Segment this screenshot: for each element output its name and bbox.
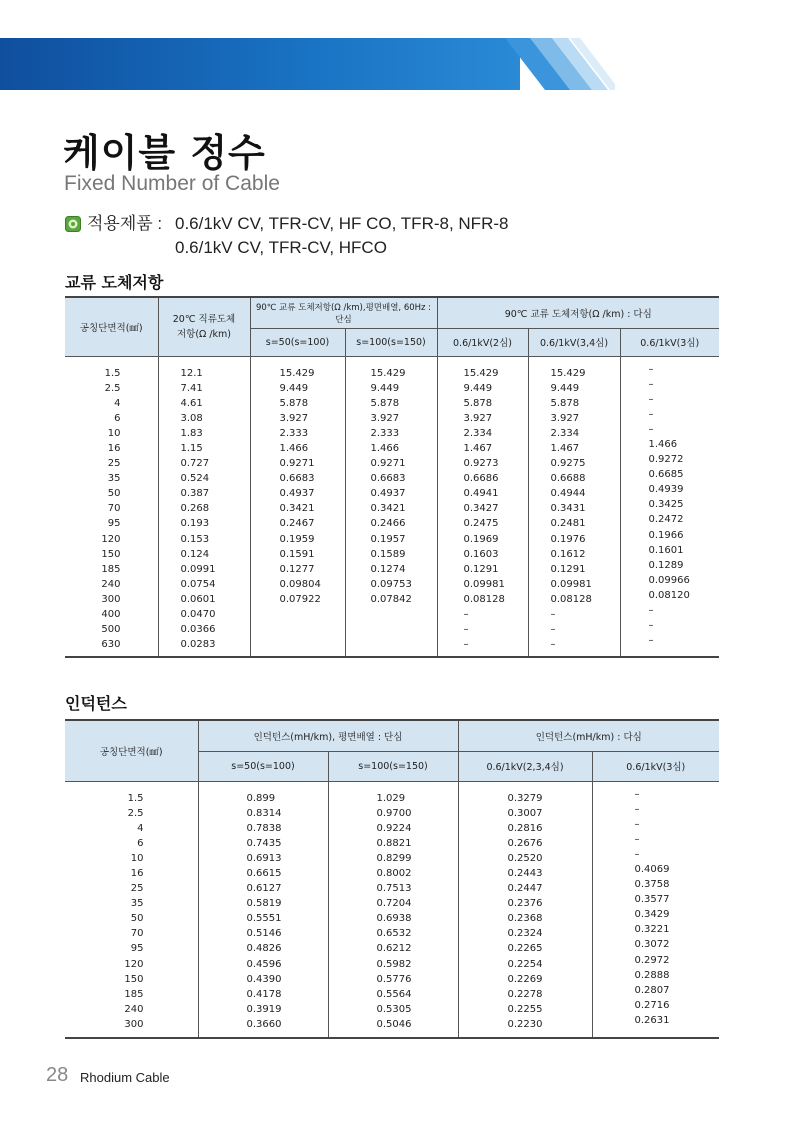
page-number: 28 <box>46 1064 69 1086</box>
ind-header-single-core: 인덕턴스(mH/km), 평면배열 : 단심 <box>198 720 458 751</box>
inductance-section-title: 인덕턴스 <box>65 694 127 713</box>
ind-header-multi-core: 인덕턴스(mH/km) : 다심 <box>458 720 719 751</box>
ind-col-s50: 0.899 0.8314 0.7838 0.7435 0.6913 0.6615 0.6127 0.5819 0.5551 0.5146 0.4826 0.4596 0.4390 0.4178 0.3919 0.3660 <box>246 792 282 1030</box>
col-area: 1.5 2.5 4 6 10 16 25 35 50 70 95 120 150 185 240 300 400 500 630 <box>101 367 121 651</box>
ind-header-3core: 0.6/1kV(3심) <box>592 751 719 781</box>
header-3core: 0.6/1kV(3심) <box>620 328 719 356</box>
ind-header-area: 공칭단면적(㎟) <box>65 720 198 781</box>
products-line-2: 0.6/1kV CV, TFR-CV, HFCO <box>175 238 387 257</box>
page-subtitle: Fixed Number of Cable <box>64 172 280 195</box>
header-s50: s=50(s=100) <box>250 328 345 356</box>
header-2core: 0.6/1kV(2심) <box>437 328 528 356</box>
ind-col-area: 1.5 2.5 4 6 10 16 25 35 50 70 95 120 150 185 240 300 <box>124 792 144 1030</box>
col-s50: 15.429 9.449 5.878 3.927 2.333 1.466 0.9271 0.6683 0.4937 0.3421 0.2467 0.1959 0.1591 0.1277 0.09804 0.07922 <box>279 367 321 605</box>
ind-col-3core: – – – – – 0.4069 0.3758 0.3577 0.3429 0.3221 0.3072 0.2972 0.2888 0.2807 0.2716 0.2631 <box>634 788 670 1026</box>
ind-header-234core: 0.6/1kV(2,3,4심) <box>458 751 592 781</box>
header-dc-resistance: 20℃ 직류도체 저항(Ω /km) <box>158 297 250 356</box>
ind-header-s50: s=50(s=100) <box>198 751 328 781</box>
header-s100: s=100(s=150) <box>345 328 437 356</box>
col-3core: – – – – – 1.466 0.9272 0.6685 0.4939 0.3425 0.2472 0.1966 0.1601 0.1289 0.09966 0.08120 – – – <box>648 363 690 647</box>
header-banner <box>0 38 615 90</box>
banner-graphic <box>0 38 615 90</box>
product-icon <box>65 216 81 232</box>
products-label: 적용제품 : <box>87 214 163 233</box>
col-dc: 12.1 7.41 4.61 3.08 1.83 1.15 0.727 0.524 0.387 0.268 0.193 0.153 0.124 0.0991 0.0754 0.0601 0.0470 0.0366 0.0283 <box>180 367 216 651</box>
header-multi-core: 90℃ 교류 도체저항(Ω /km) : 다심 <box>437 297 719 328</box>
col-2core: 15.429 9.449 5.878 3.927 2.334 1.467 0.9273 0.6686 0.4941 0.3427 0.2475 0.1969 0.1603 0.1291 0.09981 0.08128 – – – <box>463 367 505 651</box>
col-s100: 15.429 9.449 5.878 3.927 2.333 1.466 0.9271 0.6683 0.4937 0.3421 0.2466 0.1957 0.1589 0.1274 0.09753 0.07842 <box>370 367 412 605</box>
footer-brand: Rhodium Cable <box>80 1070 170 1085</box>
header-single-core: 90℃ 교류 도체저항(Ω /km),평면배열, 60Hz : 단심 <box>250 297 437 328</box>
header-34core: 0.6/1kV(3,4심) <box>528 328 620 356</box>
header-area: 공칭단면적(㎟) <box>65 297 158 356</box>
ind-col-s100: 1.029 0.9700 0.9224 0.8821 0.8299 0.8002 0.7513 0.7204 0.6938 0.6532 0.6212 0.5982 0.5776 0.5564 0.5305 0.5046 <box>376 792 412 1030</box>
col-34core: 15.429 9.449 5.878 3.927 2.334 1.467 0.9275 0.6688 0.4944 0.3431 0.2481 0.1976 0.1612 0.1291 0.09981 0.08128 – – – <box>550 367 592 651</box>
resistance-section-title: 교류 도체저항 <box>65 273 164 292</box>
inductance-table <box>65 719 719 1039</box>
products-line-1: 0.6/1kV CV, TFR-CV, HF CO, TFR-8, NFR-8 <box>175 214 509 233</box>
ind-col-234core: 0.3279 0.3007 0.2816 0.2676 0.2520 0.2443 0.2447 0.2376 0.2368 0.2324 0.2265 0.2254 0.2269 0.2278 0.2255 0.2230 <box>507 792 543 1030</box>
ind-header-s100: s=100(s=150) <box>328 751 458 781</box>
page-title: 케이블 정수 <box>63 131 266 175</box>
resistance-table <box>65 296 719 658</box>
